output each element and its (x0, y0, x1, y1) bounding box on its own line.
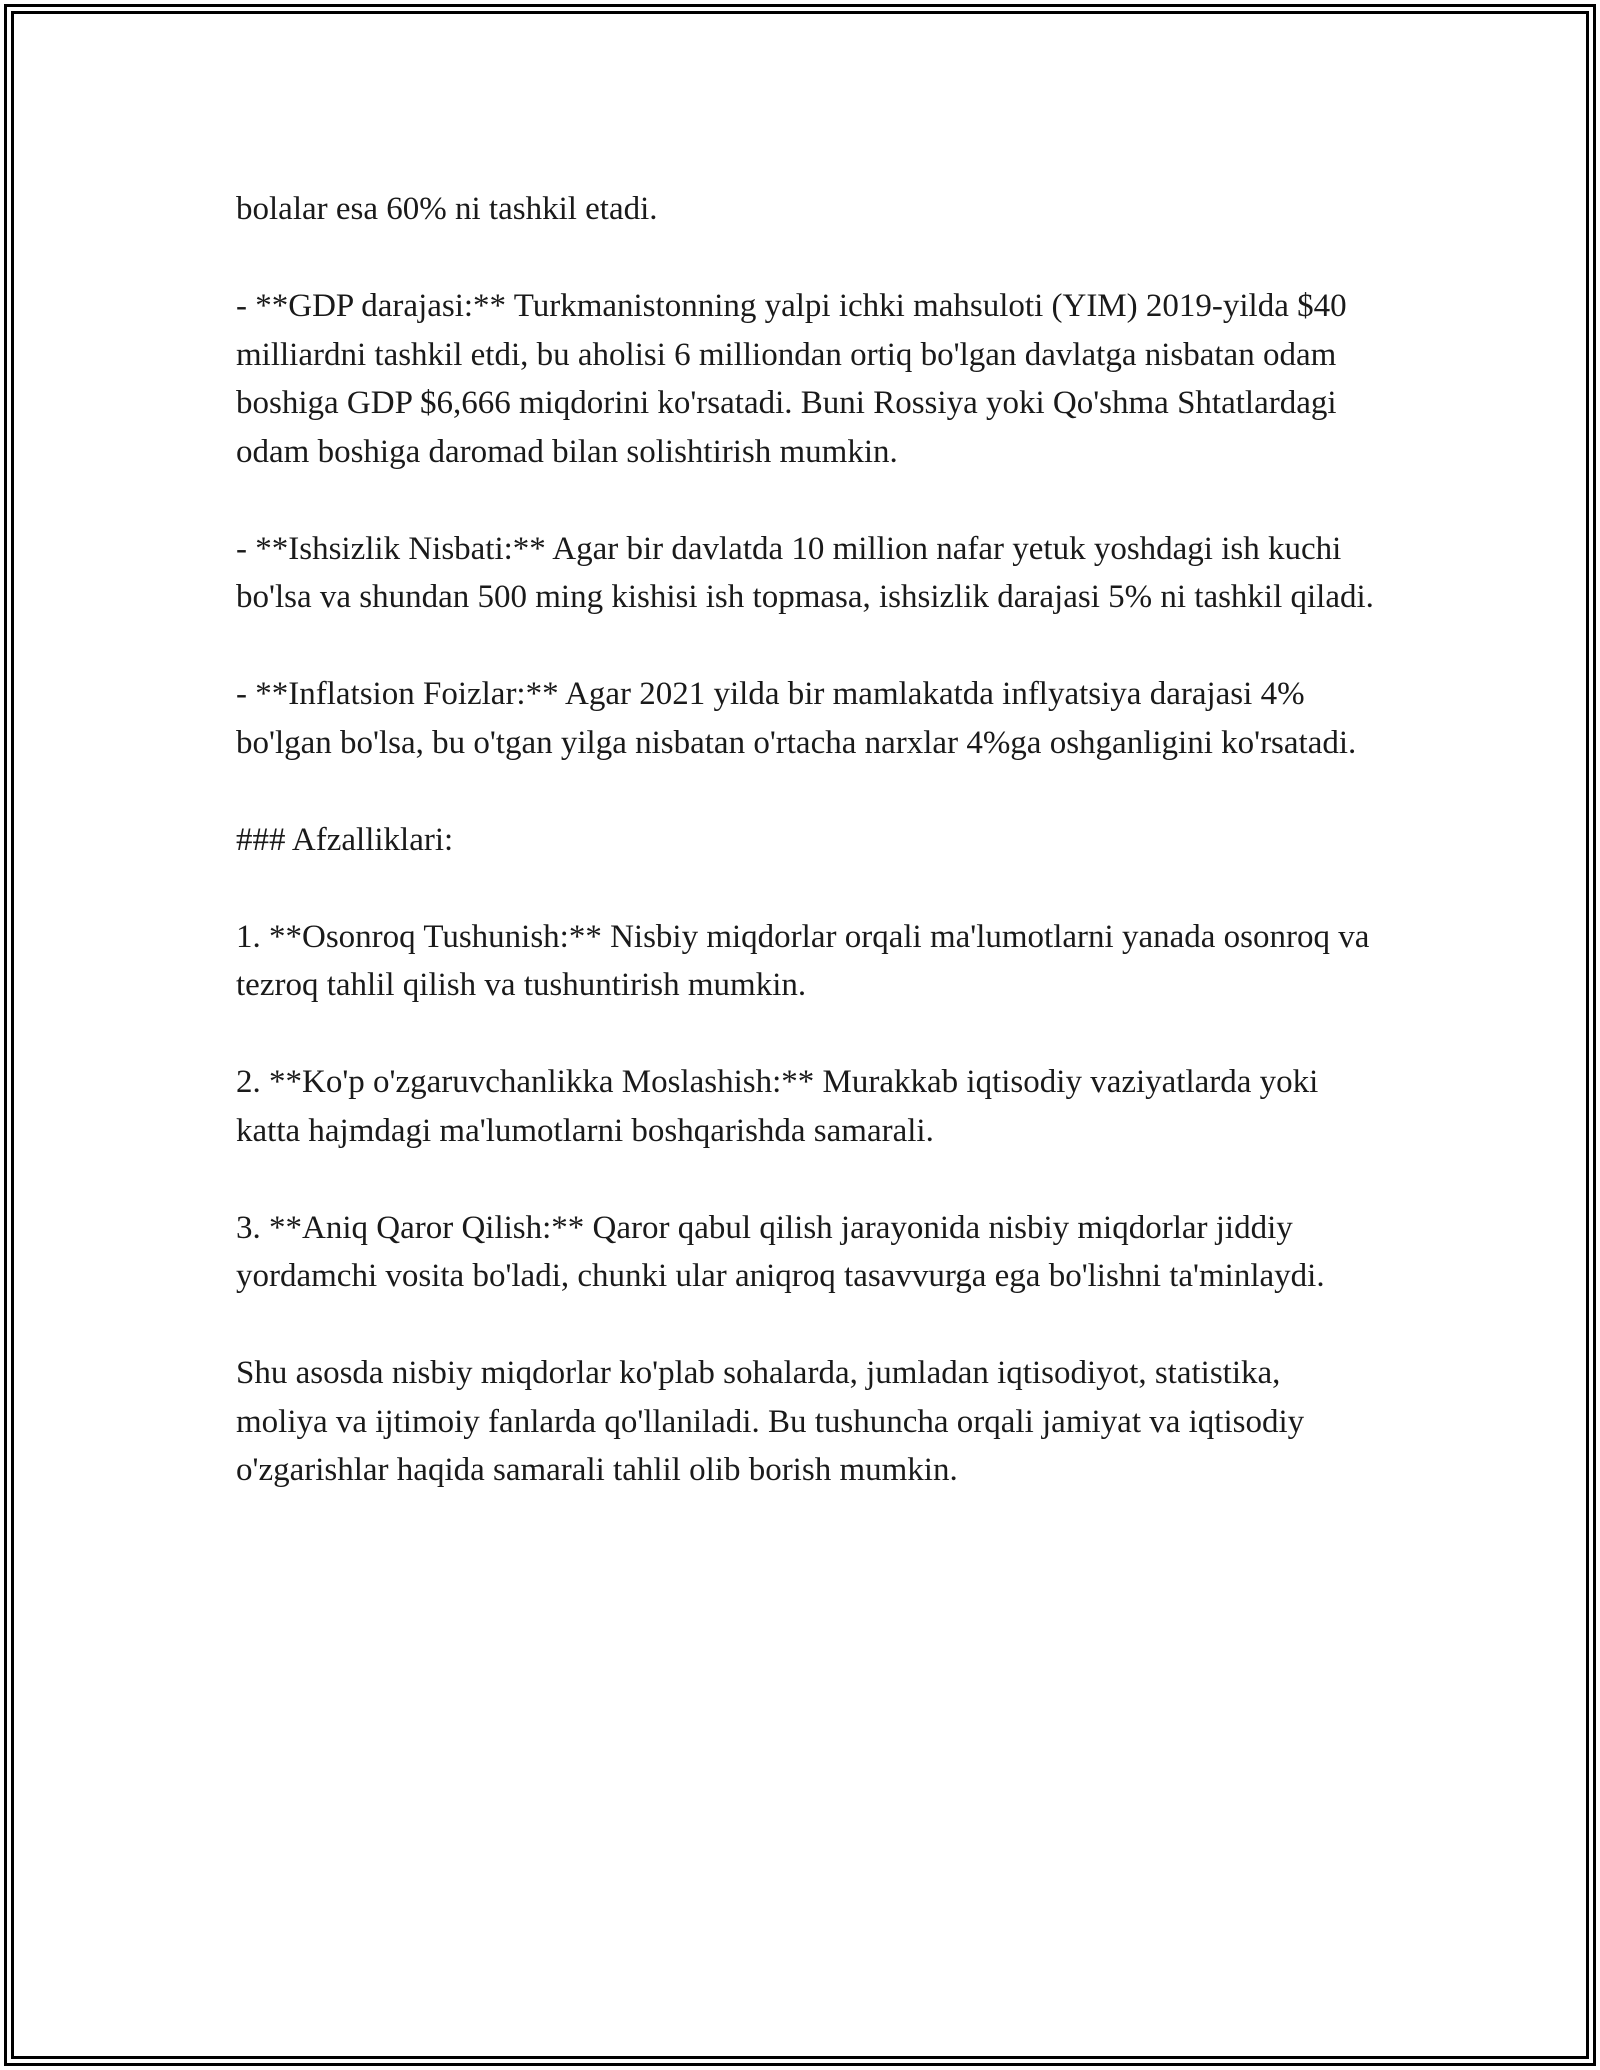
paragraph-gdp: - **GDP darajasi:** Turkmanistonning yalpi ichki mahsuloti (YIM) 2019-yilda $40 milliardni tashkil etdi, bu aholisi 6 milliondan ortiq bo'lgan davlatga nisbatan odam boshiga GDP $6,666 miqdorini ko'rsatadi. Buni Rossiya yoki Qo'shma Shtatlardagi odam boshiga daromad bilan solishtirish mumkin. (236, 288, 1347, 470)
document-body (236, 185, 1376, 1543)
paragraph-intro-continuation: bolalar esa 60% ni tashkil etadi. (236, 191, 658, 227)
paragraph-inflation: - **Inflatsion Foizlar:** Agar 2021 yilda bir mamlakatda inflyatsiya darajasi 4% bo'lgan bo'lsa, bu o'tgan yilga nisbatan o'rtacha narxlar 4%ga oshganligini ko'rsatadi. (236, 676, 1357, 761)
paragraph-unemployment: - **Ishsizlik Nisbati:** Agar bir davlatda 10 million nafar yetuk yoshdagi ish kuchi bo'lsa va shundan 500 ming kishisi ish topmasa, ishsizlik darajasi 5% ni tashkil qiladi. (236, 530, 1374, 615)
advantage-item-1: 1. **Osonroq Tushunish:** Nisbiy miqdorlar orqali ma'lumotlarni yanada osonroq va tezroq tahlil qilish va tushuntirish mumkin. (236, 918, 1370, 1003)
advantage-item-3: 3. **Aniq Qaror Qilish:** Qaror qabul qilish jarayonida nisbiy miqdorlar jiddiy yordamchi vosita bo'ladi, chunki ular aniqroq tasavvurga ega bo'lishni ta'minlaydi. (236, 1209, 1325, 1294)
advantage-item-2: 2. **Ko'p o'zgaruvchanlikka Moslashish:** Murakkab iqtisodiy vaziyatlarda yoki katta hajmdagi ma'lumotlarni boshqarishda samarali. (236, 1064, 1319, 1149)
paragraph-conclusion: Shu asosda nisbiy miqdorlar ko'plab sohalarda, jumladan iqtisodiyot, statistika, moliya va ijtimoiy fanlarda qo'llaniladi. Bu tushuncha orqali jamiyat va iqtisodiy o'zgarishlar haqida samarali tahlil olib borish mumkin. (236, 1355, 1305, 1488)
section-heading-advantages: ### Afzalliklari: (236, 821, 454, 858)
